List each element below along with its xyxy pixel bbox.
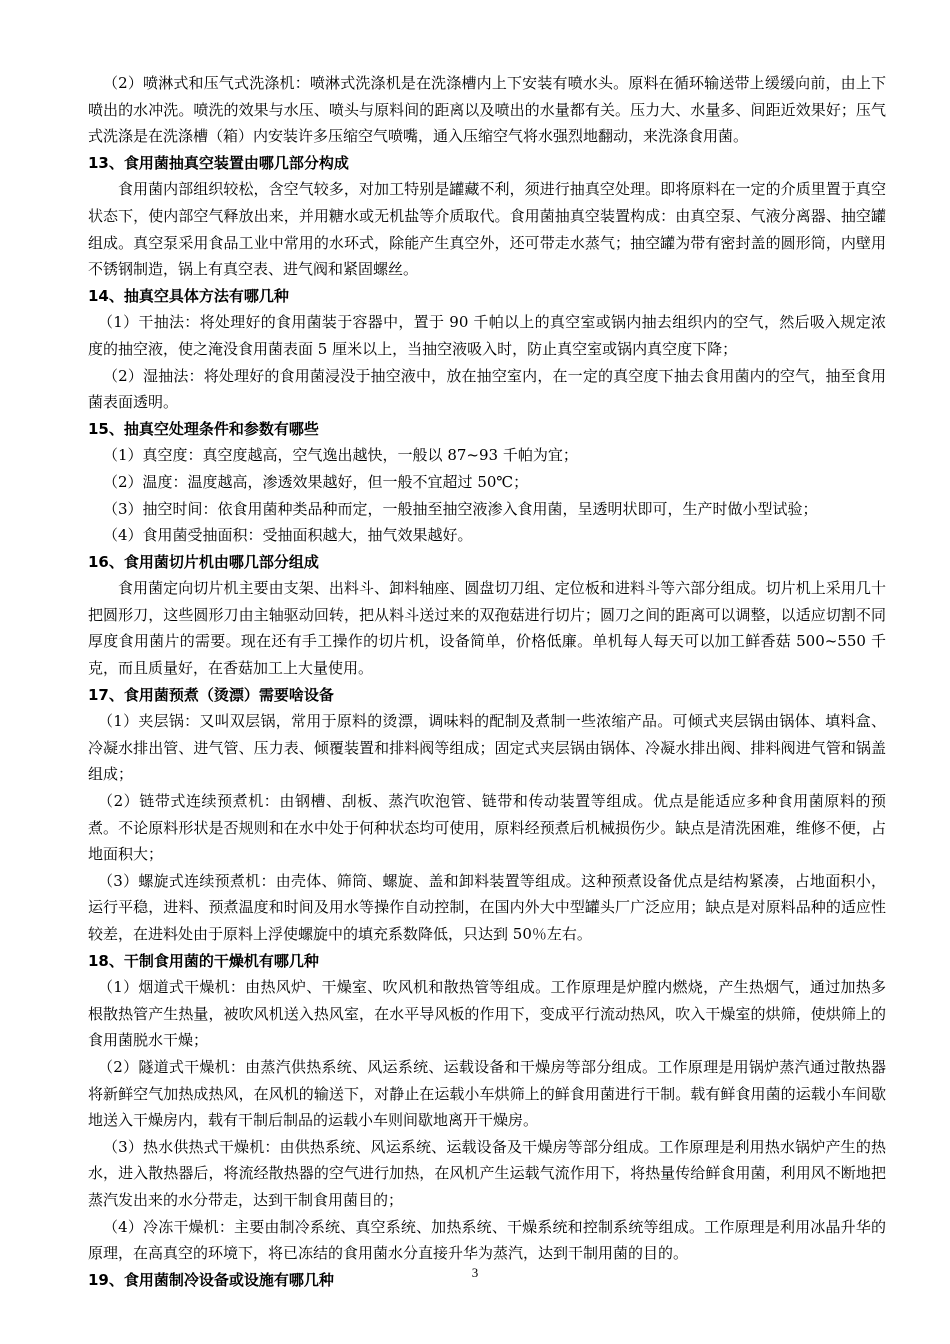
paragraph: （2）喷淋式和压气式洗涤机：喷淋式洗涤机是在洗涤槽内上下安装有喷水头。原料在循环输送带上缓缓向前，由上下喷出的水冲洗。喷洗的效果与水压、喷头与原料间的距离以及喷出的水量都有关。压力大、水量多、间距近效果好；压气式洗涤是在洗涤槽（箱）内安装许多压缩空气喷嘴，通入压缩空气将水强烈地翻动，来洗涤食用菌。 xyxy=(88,74,886,146)
paragraph: （4）冷冻干燥机：主要由制冷系统、真空系统、加热系统、干燥系统和控制系统等组成。工作原理是利用冰晶升华的原理，在高真空的环境下，将已冻结的食用菌水分直接升华为蒸汽，达到干制用菌的目的。 xyxy=(88,1217,886,1263)
paragraph: （2）湿抽法：将处理好的食用菌浸没于抽空液中，放在抽空室内，在一定的真空度下抽去食用菌内的空气，抽至食用菌表面透明。 xyxy=(88,366,886,412)
section-heading: 15、抽真空处理条件和参数有哪些 xyxy=(88,419,319,438)
page-number: 3 xyxy=(471,1265,479,1280)
paragraph: （4）食用菌受抽面积：受抽面积越大，抽气效果越好。 xyxy=(103,526,473,545)
paragraph: （2）隧道式干燥机：由蒸汽供热系统、风运系统、运载设备和干燥房等部分组成。工作原理是用锅炉蒸汽通过散热器将新鲜空气加热成热风，在风机的输送下，对静止在运载小车烘筛上的鲜食用菌进行干制。载有鲜食用菌的运载小车间歇地送入干燥房内，载有干制后制品的运载小车则间歇地离开干燥房。 xyxy=(88,1057,886,1130)
paragraph: （3）抽空时间：依食用菌种类品种而定，一般抽至抽空液渗入食用菌，呈透明状即可，生产时做小型试验； xyxy=(103,499,818,518)
document-body xyxy=(88,70,886,1293)
section-heading: 18、干制食用菌的干燥机有哪几种 xyxy=(88,951,319,970)
section-heading: 17、食用菌预煮（烫漂）需要啥设备 xyxy=(88,685,334,704)
paragraph: （2）温度：温度越高，渗透效果越好，但一般不宜超过 50℃； xyxy=(103,472,529,491)
section-heading: 13、食用菌抽真空装置由哪几部分构成 xyxy=(88,153,349,172)
paragraph: 食用菌内部组织较松，含空气较多，对加工特别是罐藏不利，须进行抽真空处理。即将原料在一定的介质里置于真空状态下，使内部空气释放出来，并用糖水或无机盐等介质取代。食用菌抽真空装置构成：由真空泵、气液分离器、抽空罐组成。真空泵采用食品工业中常用的水环式，除能产生真空外，还可带走水蒸气；抽空罐为带有密封盖的圆形筒，内壁用不锈钢制造，锅上有真空表、进气阀和紧固螺丝。 xyxy=(88,180,886,279)
section-heading: 14、抽真空具体方法有哪几种 xyxy=(88,286,289,305)
paragraph: （2）链带式连续预煮机：由钢槽、刮板、蒸汽吹泡管、链带和传动装置等组成。优点是能适应多种食用菌原料的预煮。不论原料形状是否规则和在水中处于何种状态均可使用，原料经预煮后机械损伤少。缺点是清洗困难，维修不便，占地面积大； xyxy=(88,792,886,864)
paragraph: （1）真空度：真空度越高，空气逸出越快，一般以 87~93 千帕为宜； xyxy=(103,446,578,465)
paragraph: （3）热水供热式干燥机：由供热系统、风运系统、运载设备及干燥房等部分组成。工作原理是利用热水锅炉产生的热水，进入散热器后，将流经散热器的空气进行加热，在风机产生运载气流作用下，将热量传给鲜食用菌，利用风不断地把蒸汽发出来的水分带走，达到干制食用菌目的； xyxy=(88,1137,886,1209)
paragraph: （1）烟道式干燥机：由热风炉、干燥室、吹风机和散热管等组成。工作原理是炉膛内燃烧，产生热烟气，通过加热多根散热管产生热量，被吹风机送入热风室，在水平导风板的作用下，变成平行流动热风，吹入干燥室的烘筛，使烘筛上的食用菌脱水干燥； xyxy=(88,978,886,1050)
section-heading: 16、食用菌切片机由哪几部分组成 xyxy=(88,552,319,571)
paragraph: （1）干抽法：将处理好的食用菌装于容器中，置于 90 千帕以上的真空室或锅内抽去组织内的空气，然后吸入规定浓度的抽空液，使之淹没食用菌表面 5 厘米以上，当抽空液吸入时，防止真空室或锅内真空度下降； xyxy=(88,313,886,358)
paragraph: （1）夹层锅：又叫双层锅，常用于原料的烫漂，调味料的配制及煮制一些浓缩产品。可倾式夹层锅由锅体、填料盒、冷凝水排出管、进气管、压力表、倾覆装置和排料阀等组成；固定式夹层锅由锅体、冷凝水排出阀、排料阀进气管和锅盖组成； xyxy=(88,712,886,784)
paragraph: （3）螺旋式连续预煮机：由壳体、筛筒、螺旋、盖和卸料装置等组成。这种预煮设备优点是结构紧凑，占地面积小，运行平稳，进料、预煮温度和时间及用水等操作自动控制，在国内外大中型罐头厂广泛应用；缺点是对原料品种的适应性较差，在进料处由于原料上浮使螺旋中的填充系数降低，只达到 50％左右。 xyxy=(88,871,886,943)
section-heading: 19、食用菌制冷设备或设施有哪几种 xyxy=(88,1270,334,1289)
paragraph: 食用菌定向切片机主要由支架、出料斗、卸料轴座、圆盘切刀组、定位板和进料斗等六部分组成。切片机上采用几十把圆形刀，这些圆形刀由主轴驱动回转，把从料斗送过来的双孢菇进行切片；圆刀之间的距离可以调整，以适应切割不同厚度食用菌片的需要。现在还有手工操作的切片机，设备简单，价格低廉。单机每人每天可以加工鲜香菇 500~550 千克，而且质量好，在香菇加工上大量使用。 xyxy=(88,579,886,678)
